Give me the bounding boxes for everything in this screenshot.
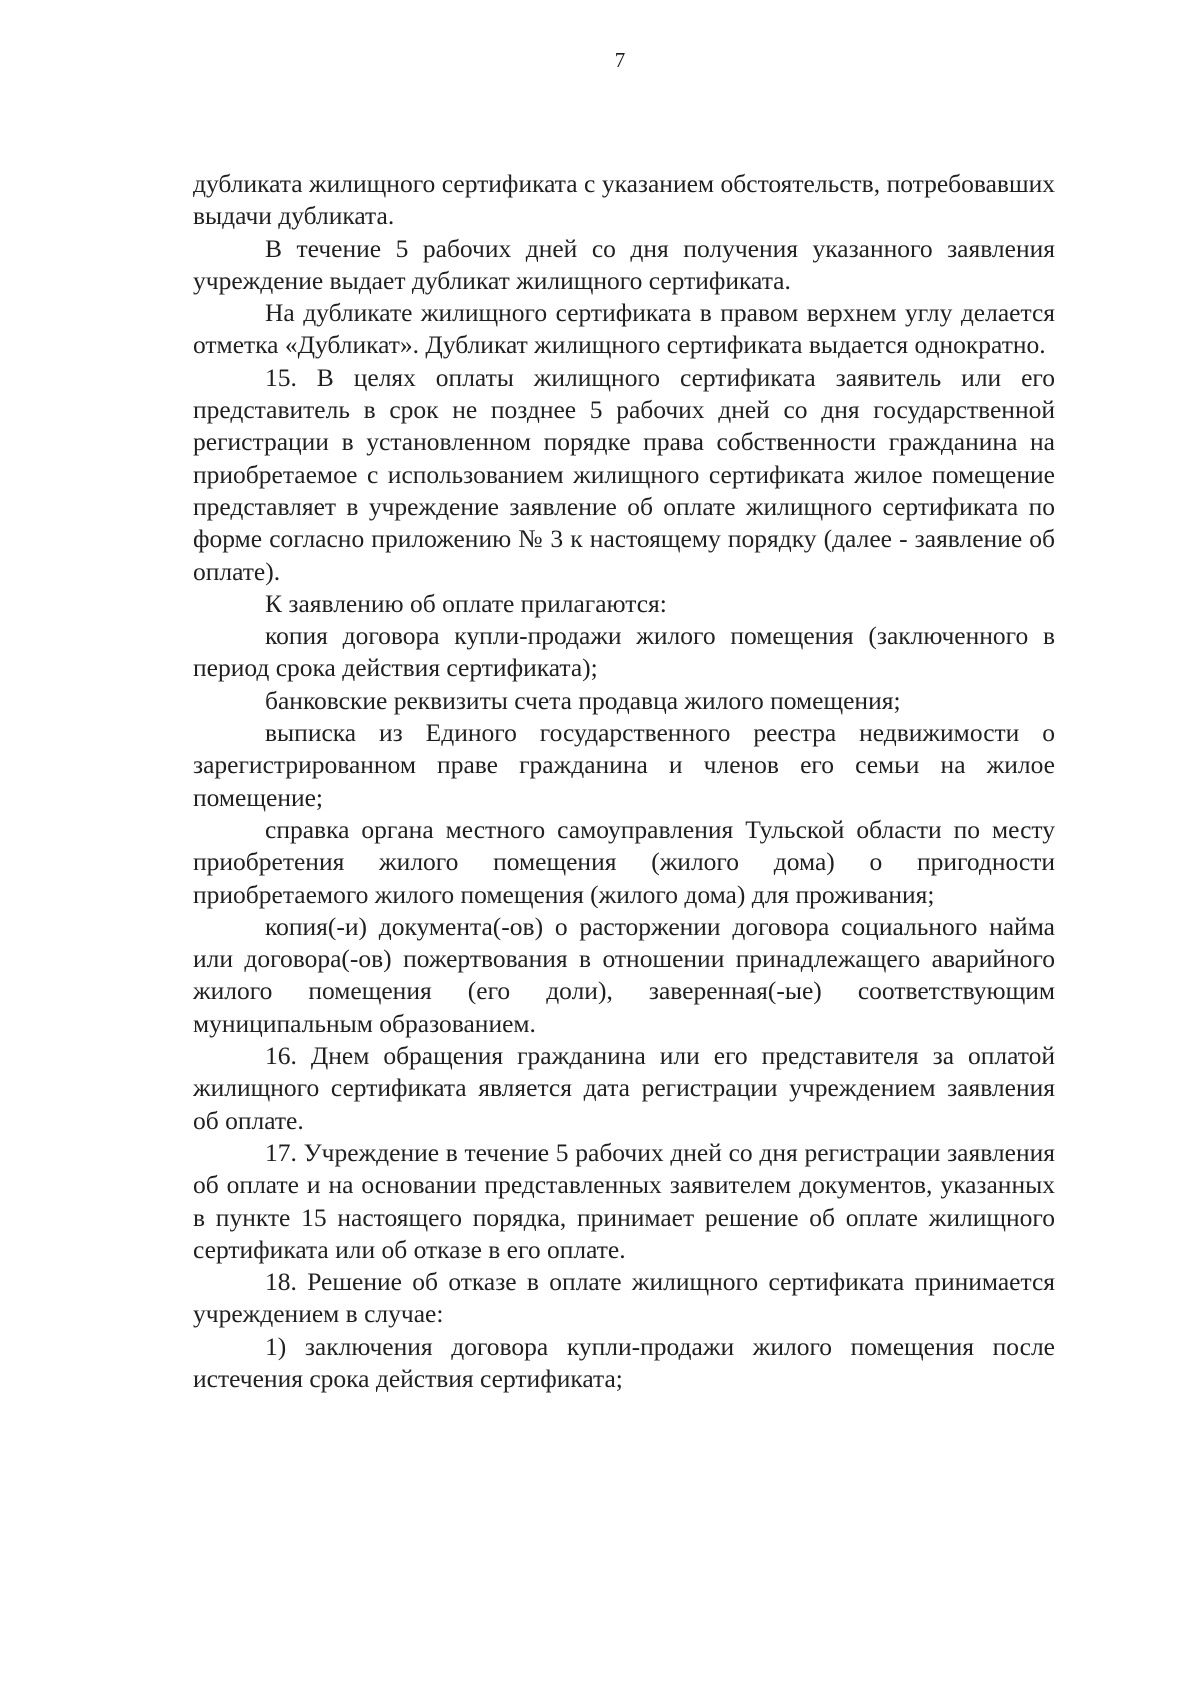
paragraph-item-18: 18. Решение об отказе в оплате жилищного сертификата принимается учреждением в случае:: [193, 1267, 1055, 1329]
paragraph-item-15: 15. В целях оплаты жилищного сертификата заявитель или его представитель в срок не позднее 5 рабочих дней со дня государственной регистрации в установленном порядке права собственности гражданина на приобретаемое с использованием жилищного сертификата жилое помещение представляет в учреждение заявление об оплате жилищного сертификата по форме согласно приложению № 3 к настоящему порядку (далее - заявление об оплате).: [193, 362, 1055, 586]
paragraph-item-18-subitem-1: 1) заключения договора купли-продажи жилого помещения после истечения срока действия сертификата;: [193, 1331, 1055, 1393]
paragraph-attachment-suitability-certificate: справка органа местного самоуправления Тульской области по месту приобретения жилого помещения (жилого дома) о пригодности приобретаемого жилого помещения (жилого дома) для проживания;: [193, 814, 1055, 909]
paragraph-duplicate-mark: На дубликате жилищного сертификата в правом верхнем углу делается отметка «Дубликат». Дубликат жилищного сертификата выдается однократно.: [193, 298, 1055, 360]
paragraph-attachment-contract-copy: копия договора купли-продажи жилого помещения (заключенного в период срока действия сертификата);: [193, 621, 1055, 683]
paragraph-item-17: 17. Учреждение в течение 5 рабочих дней со дня регистрации заявления об оплате и на основании представленных заявителем документов, указанных в пункте 15 настоящего порядка, принимает решение об оплате жилищного сертификата или об отказе в его оплате.: [193, 1137, 1055, 1264]
paragraph-attachment-termination-documents: копия(-и) документа(-ов) о расторжении договора социального найма или договора(-ов) пожертвования в отношении принадлежащего аварийного жилого помещения (его доли), заверенная(-ые) соответствующим муниципальным образованием.: [193, 911, 1055, 1038]
paragraph-attachment-bank-details: банковские реквизиты счета продавца жилого помещения;: [265, 685, 901, 715]
paragraph-attachments-intro: К заявлению об оплате прилагаются:: [265, 588, 667, 618]
page-number: 7: [614, 48, 626, 72]
paragraph-attachment-registry-extract: выписка из Единого государственного реестра недвижимости о зарегистрированном праве гражданина и членов его семьи на жилое помещение;: [193, 718, 1055, 812]
document-body: [193, 168, 1055, 1395]
paragraph-duplicate-continuation: дубликата жилищного сертификата с указанием обстоятельств, потребовавших выдачи дубликата.: [193, 169, 1055, 231]
paragraph-duplicate-issue-term: В течение 5 рабочих дней со дня получения указанного заявления учреждение выдает дубликат жилищного сертификата.: [193, 233, 1055, 295]
paragraph-item-16: 16. Днем обращения гражданина или его представителя за оплатой жилищного сертификата является дата регистрации учреждением заявления об оплате.: [193, 1041, 1055, 1135]
